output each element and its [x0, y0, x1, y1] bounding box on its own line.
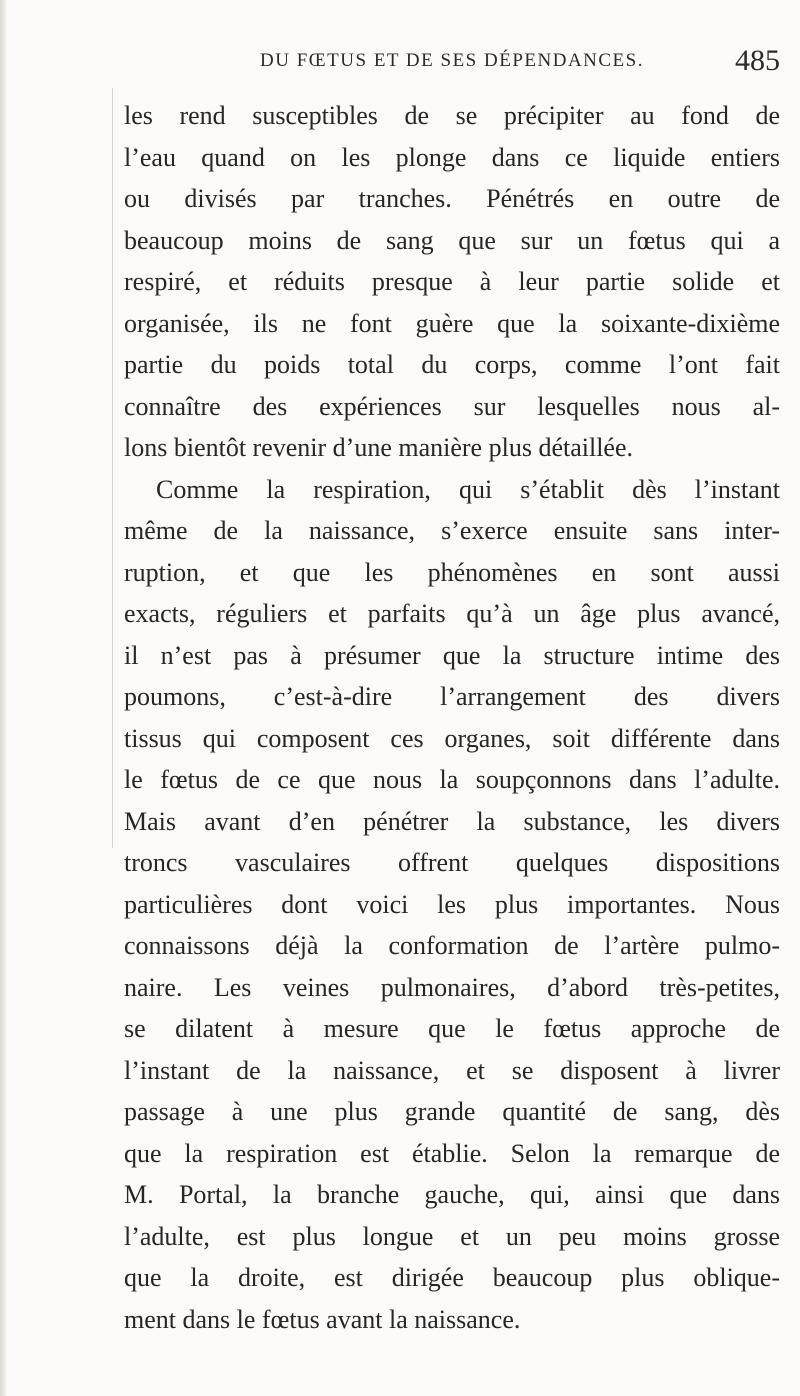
text-line: organisée, ils ne font guère que la soixante-dixième — [124, 308, 780, 338]
text-line: troncs vasculaires offrent quelques dispositions — [124, 848, 780, 877]
text-line: ou divisés par tranches. Pénétrés en outre de — [124, 184, 780, 213]
text-line: Mais avant d’en pénétrer la substance, les divers — [124, 806, 780, 836]
page-number: 485 — [735, 44, 780, 77]
text-line: se dilatent à mesure que le fœtus approche de — [124, 1014, 780, 1043]
body-text — [124, 95, 780, 1340]
text-line: l’eau quand on les plonge dans ce liquide entiers — [124, 142, 780, 172]
text-line: poumons, c’est-à-dire l’arrangement des divers — [124, 682, 780, 711]
text-line: il n’est pas à présumer que la structure intime des — [124, 640, 780, 670]
text-line: lons bientôt revenir d’une manière plus détaillée. — [124, 433, 633, 462]
text-line: ruption, et que les phénomènes en sont aussi — [124, 557, 780, 587]
text-line: naire. Les veines pulmonaires, d’abord très-petites, — [124, 972, 780, 1002]
text-line: particulières dont voici les plus importantes. Nous — [124, 889, 780, 919]
text-line: connaître des expériences sur lesquelles nous al- — [124, 391, 780, 421]
text-line: partie du poids total du corps, comme l’ont fait — [124, 350, 780, 379]
show-through-bleed — [124, 1283, 764, 1323]
text-line: respiré, et réduits presque à leur partie solide et — [124, 267, 780, 296]
text-line: exacts, réguliers et parfaits qu’à un âge plus avancé, — [124, 599, 780, 628]
text-line: que la respiration est établie. Selon la remarque de — [124, 1138, 780, 1168]
page-header — [124, 44, 780, 88]
running-title: DU FŒTUS ET DE SES DÉPENDANCES. — [260, 50, 644, 71]
text-line: connaissons déjà la conformation de l’artère pulmo- — [124, 931, 780, 960]
text-line: même de la naissance, s’exerce ensuite sans inter- — [124, 516, 780, 545]
text-line: l’instant de la naissance, et se disposent à livrer — [124, 1055, 780, 1085]
text-line: passage à une plus grande quantité de sang, dès — [124, 1097, 780, 1126]
text-line: beaucoup moins de sang que sur un fœtus qui a — [124, 225, 780, 255]
page-edge-shadow — [0, 0, 6, 1396]
text-line: le fœtus de ce que nous la soupçonnons dans l’adulte. — [124, 765, 780, 794]
text-line: ment dans le fœtus avant la naissance. — [124, 1304, 521, 1334]
paragraph-start-line: Comme la respiration, qui s’établit dès l’instant — [156, 474, 780, 504]
text-line: M. Portal, la branche gauche, qui, ainsi que dans — [124, 1180, 780, 1209]
text-line: les rend susceptibles de se précipiter au fond de — [124, 101, 780, 130]
text-line: tissus qui composent ces organes, soit différente dans — [124, 723, 780, 753]
text-line: que la droite, est dirigée beaucoup plus oblique- — [124, 1263, 780, 1292]
gutter-line — [112, 88, 113, 848]
text-line: l’adulte, est plus longue et un peu moins grosse — [124, 1221, 780, 1251]
